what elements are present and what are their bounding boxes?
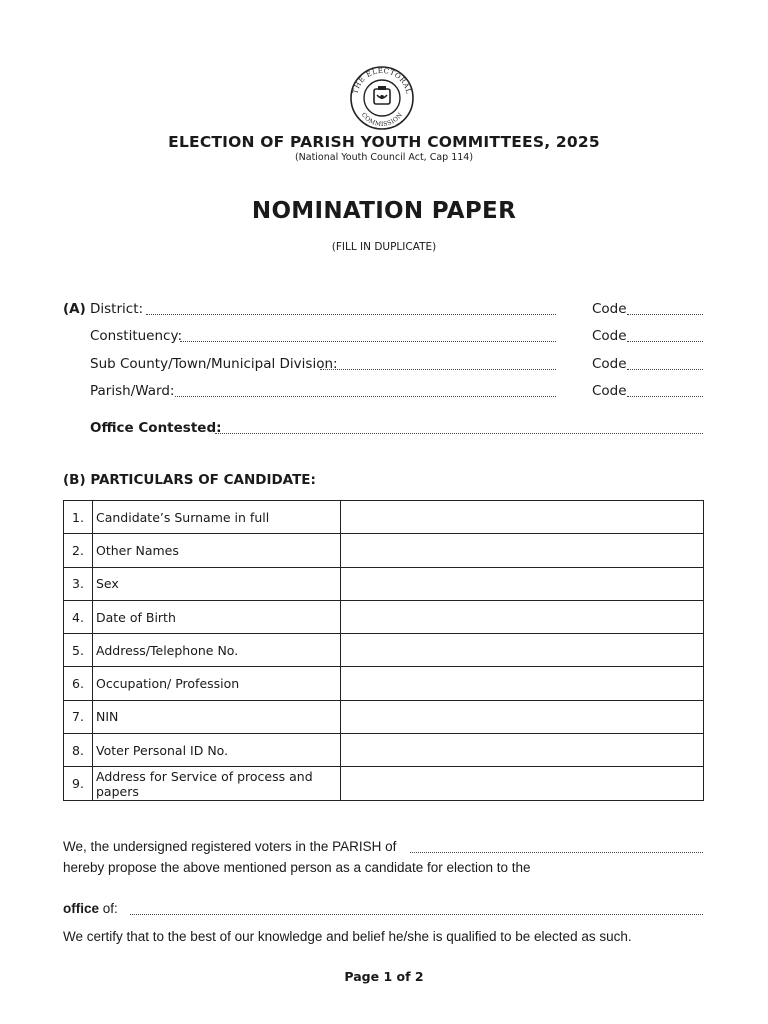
address-telephone-input-cell[interactable] [341, 634, 704, 667]
parish-ward-field[interactable] [175, 396, 556, 397]
certification-statement: We certify that to the best of our knowledge and belief he/she is qualified to be elected as such. [63, 929, 632, 944]
office-of-label [63, 901, 118, 916]
parish-ward-code-label: Code [592, 383, 627, 399]
act-reference: (National Youth Council Act, Cap 114) [294, 152, 474, 163]
table-row [64, 700, 704, 733]
row-number: 4. [64, 600, 93, 633]
office-contested-label: Office Contested: [90, 420, 222, 436]
other-names-input-cell[interactable] [341, 534, 704, 567]
table-row [64, 667, 704, 700]
election-title: ELECTION OF PARISH YOUTH COMMITTEES, 2025 [168, 133, 600, 151]
table-row [64, 634, 704, 667]
voter-id-input-cell[interactable] [341, 734, 704, 767]
sub-county-code-label: Code [592, 356, 627, 372]
table-row [64, 734, 704, 767]
row-label: Address/Telephone No. [93, 634, 341, 667]
row-number: 8. [64, 734, 93, 767]
fill-instruction: (FILL IN DUPLICATE) [331, 241, 437, 253]
document-title: NOMINATION PAPER [251, 198, 517, 224]
declaration-line-2: hereby propose the above mentioned person as a candidate for election to the [63, 860, 531, 875]
district-field[interactable] [146, 314, 556, 315]
table-row [64, 534, 704, 567]
district-label: District: [90, 301, 144, 317]
constituency-field[interactable] [180, 341, 556, 342]
sex-input-cell[interactable] [341, 567, 704, 600]
constituency-code-label: Code [592, 328, 627, 344]
row-label: Date of Birth [93, 600, 341, 633]
table-row [64, 600, 704, 633]
row-number: 9. [64, 767, 93, 800]
row-label: Other Names [93, 534, 341, 567]
table-row [64, 501, 704, 534]
section-a-marker: (A) [63, 301, 86, 317]
sub-county-code-field[interactable] [627, 369, 703, 370]
section-b-heading: (B) PARTICULARS OF CANDIDATE: [63, 472, 316, 488]
date-of-birth-input-cell[interactable] [341, 600, 704, 633]
row-number: 2. [64, 534, 93, 567]
district-code-label: Code [592, 301, 627, 317]
surname-input-cell[interactable] [341, 501, 704, 534]
office-of-field[interactable] [130, 914, 703, 915]
row-number: 7. [64, 700, 93, 733]
occupation-input-cell[interactable] [341, 667, 704, 700]
declaration-line-1: We, the undersigned registered voters in the PARISH of [63, 839, 397, 854]
page-number: Page 1 of 2 [344, 969, 424, 984]
district-code-field[interactable] [627, 314, 703, 315]
row-label: Sex [93, 567, 341, 600]
row-label: Candidate’s Surname in full [93, 501, 341, 534]
sub-county-label: Sub County/Town/Municipal Division: [90, 356, 338, 372]
office-contested-field[interactable] [215, 433, 703, 434]
service-address-input-cell[interactable] [341, 767, 704, 800]
parish-ward-label: Parish/Ward: [90, 383, 175, 399]
office-of-suffix: of: [99, 901, 118, 916]
office-word: office [63, 901, 100, 916]
constituency-label: Constituency: [90, 328, 183, 344]
constituency-code-field[interactable] [627, 341, 703, 342]
electoral-commission-seal [344, 62, 420, 132]
svg-text:THE ELECTORAL: THE ELECTORAL [351, 66, 413, 95]
row-label: Voter Personal ID No. [93, 734, 341, 767]
sub-county-field[interactable] [320, 369, 556, 370]
table-row [64, 767, 704, 800]
row-label: Address for Service of process and papers [93, 767, 341, 800]
row-number: 6. [64, 667, 93, 700]
svg-text:COMMISSION: COMMISSION [359, 111, 405, 129]
parish-ward-code-field[interactable] [627, 396, 703, 397]
parish-of-field[interactable] [410, 852, 703, 853]
row-number: 3. [64, 567, 93, 600]
nin-input-cell[interactable] [341, 700, 704, 733]
row-number: 1. [64, 501, 93, 534]
table-row [64, 567, 704, 600]
candidate-particulars-table [63, 500, 704, 801]
row-label: NIN [93, 700, 341, 733]
row-label: Occupation/ Profession [93, 667, 341, 700]
row-number: 5. [64, 634, 93, 667]
